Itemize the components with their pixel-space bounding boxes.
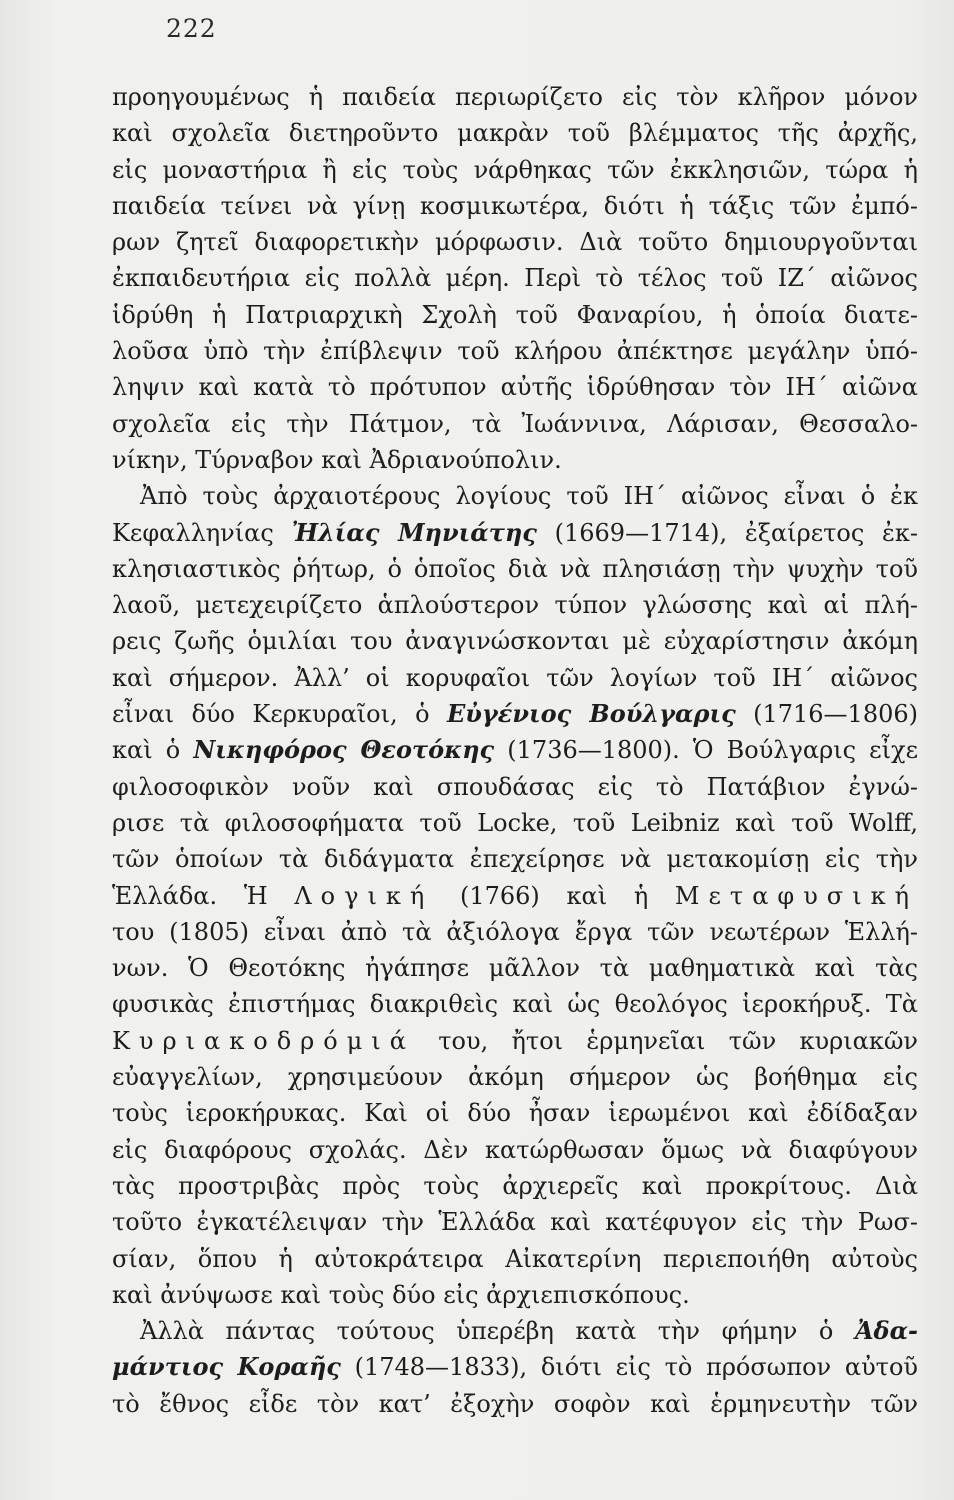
text-run: Ἀλλὰ πάντας τούτους ὑπερέβη κατὰ τὴν φήμην ὁ bbox=[140, 1317, 855, 1346]
text-line: ἱδρύθη ἡ Πατριαρχικὴ Σχολὴ τοῦ Φαναρίου, ἡ ὁποία διατε- bbox=[112, 300, 918, 329]
text-line: καὶ σήμερον. Ἀλλ’ οἱ κορυφαῖοι τῶν λογίων τοῦ ΙΗ΄ αἰῶνος bbox=[112, 663, 918, 692]
text-line: καὶ ἀνύψωσε καὶ τοὺς δύο εἰς ἀρχιεπισκόπους. bbox=[112, 1280, 690, 1309]
text-run: εἶναι δύο Κερκυραῖοι, ὁ bbox=[112, 700, 447, 729]
text-line bbox=[112, 732, 918, 768]
text-line: τοῦτο ἐγκατέλειψαν τὴν Ἑλλάδα καὶ κατέφυγον εἰς τὴν Ρωσ- bbox=[112, 1208, 918, 1237]
author-name: Ἀδα- bbox=[854, 1316, 918, 1346]
text-line: λοῦσα ὑπὸ τὴν ἐπίβλεψιν τοῦ κλήρου ἀπέκτησε μεγάλην ὑπό- bbox=[112, 337, 918, 366]
text-line: τῶν ὁποίων τὰ διδάγματα ἐπεχείρησε νὰ μετακομίσῃ εἰς τὴν bbox=[112, 845, 918, 874]
text-run: του, ἤτοι ἑρμηνεῖαι τῶν κυριακῶν bbox=[414, 1026, 918, 1055]
text-line: εἰς μοναστήρια ἢ εἰς τοὺς νάρθηκας τῶν ἐκκλησιῶν, τώρα ἡ bbox=[112, 155, 918, 184]
author-name: Ἠλίας Μηνιάτης bbox=[291, 517, 537, 547]
text-line bbox=[112, 1349, 918, 1385]
author-name: Εὐγένιος Βούλγαρις bbox=[446, 699, 736, 729]
text-line bbox=[112, 515, 918, 551]
text-line bbox=[112, 1023, 918, 1059]
author-name: Νικηφόρος Θεοτόκης bbox=[193, 735, 495, 765]
text-line: σχολεῖα εἰς τὴν Πάτμον, τὰ Ἰωάννινα, Λάρισαν, Θεσσαλο- bbox=[112, 409, 918, 438]
text-line: λαοῦ, μετεχειρίζετο ἁπλούστερον τύπον γλώσσης καὶ αἱ πλή- bbox=[112, 591, 918, 620]
spaced-title: Λογική bbox=[294, 881, 434, 910]
text-line: τὰς προστριβὰς πρὸς τοὺς ἀρχιερεῖς καὶ προκρίτους. Διὰ bbox=[112, 1171, 918, 1200]
text-run: (1736—1800). Ὁ Βούλγαρις εἶχε bbox=[494, 736, 919, 765]
text-line: εὐαγγελίων, χρησιμεύουν ἀκόμη σήμερον ὡς βοήθημα εἰς bbox=[112, 1063, 918, 1092]
text-line: τοὺς ἱεροκήρυκας. Καὶ οἱ δύο ἦσαν ἱερωμένοι καὶ ἐδίδαξαν bbox=[112, 1099, 918, 1128]
text-line: τὸ ἔθνος εἶδε τὸν κατ’ ἐξοχὴν σοφὸν καὶ ἑρμηνευτὴν τῶν bbox=[112, 1389, 918, 1418]
text-run: Ἑλλάδα. Ἡ bbox=[112, 881, 295, 910]
text-line: σίαν, ὅπου ἡ αὐτοκράτειρα Αἰκατερίνη περιεποιήθη αὐτοὺς bbox=[112, 1244, 918, 1273]
text-line: ληψιν καὶ κατὰ τὸ πρότυπον αὐτῆς ἱδρύθησαν τὸν ΙΗ΄ αἰῶνα bbox=[112, 373, 918, 402]
text-line: κλησιαστικὸς ῥήτωρ, ὁ ὁποῖος διὰ νὰ πλησιάσῃ τὴν ψυχὴν τοῦ bbox=[112, 554, 918, 583]
spaced-title: Μεταφυσική bbox=[674, 881, 918, 910]
text-line: ρεις ζωῆς ὁμιλίαι του ἀναγινώσκονται μὲ εὐχαρίστησιν ἀκόμη bbox=[112, 627, 918, 656]
text-line: του (1805) εἶναι ἀπὸ τὰ ἀξιόλογα ἔργα τῶν νεωτέρων Ἑλλή- bbox=[112, 917, 918, 946]
text-line bbox=[112, 696, 918, 732]
text-line: ἐκπαιδευτήρια εἰς πολλὰ μέρη. Περὶ τὸ τέλος τοῦ ΙΖ΄ αἰῶνος bbox=[112, 264, 918, 293]
text-line: νίκην, Τύρναβον καὶ Ἀδριανούπολιν. bbox=[112, 445, 562, 474]
text-line: φιλοσοφικὸν νοῦν καὶ σπουδάσας εἰς τὸ Πατάβιον ἐγνώ- bbox=[112, 772, 918, 801]
text-run: (1748—1833), διότι εἰς τὸ πρόσωπον αὐτοῦ bbox=[340, 1353, 918, 1382]
text-line: Ἀπὸ τοὺς ἀρχαιοτέρους λογίους τοῦ ΙΗ΄ αἰῶνος εἶναι ὁ ἐκ bbox=[140, 482, 918, 511]
text-line: καὶ σχολεῖα διετηροῦντο μακρὰν τοῦ βλέμματος τῆς ἀρχῆς, bbox=[112, 119, 918, 148]
text-line: φυσικὰς ἐπιστήμας διακριθεὶς καὶ ὡς θεολόγος ἱεροκήρυξ. Τὰ bbox=[112, 990, 918, 1019]
page-number: 222 bbox=[166, 14, 217, 43]
body-text bbox=[112, 79, 918, 1422]
text-line: εἰς διαφόρους σχολάς. Δὲν κατώρθωσαν ὅμως νὰ διαφύγουν bbox=[112, 1135, 918, 1164]
text-line: παιδεία τείνει νὰ γίνῃ κοσμικωτέρα, διότι ἡ τάξις τῶν ἐμπό- bbox=[112, 191, 918, 220]
text-run: καὶ ὁ bbox=[112, 736, 194, 765]
text-line: ρισε τὰ φιλοσοφήματα τοῦ Locke, τοῦ Leibniz καὶ τοῦ Wolff, bbox=[112, 808, 919, 837]
text-run: (1669—1714), ἐξαίρετος ἐκ- bbox=[536, 518, 919, 547]
text-line: νων. Ὁ Θεοτόκης ἠγάπησε μᾶλλον τὰ μαθηματικὰ καὶ τὰς bbox=[112, 954, 918, 983]
text-line: ρων ζητεῖ διαφορετικὴν μόρφωσιν. Διὰ τοῦτο δημιουργοῦνται bbox=[112, 228, 918, 257]
text-line bbox=[112, 878, 918, 914]
text-line: προηγουμένως ἡ παιδεία περιωρίζετο εἰς τὸν κλῆρον μόνον bbox=[112, 83, 918, 111]
text-run: (1716—1806) bbox=[735, 700, 918, 729]
author-name: μάντιος Κοραῆς bbox=[112, 1352, 341, 1382]
text-line bbox=[112, 1313, 918, 1349]
text-run: Κεφαλληνίας bbox=[112, 518, 292, 547]
spaced-title: Κυριακοδρόμιά bbox=[112, 1026, 415, 1055]
text-run: (1766) καὶ ἡ bbox=[433, 881, 675, 910]
